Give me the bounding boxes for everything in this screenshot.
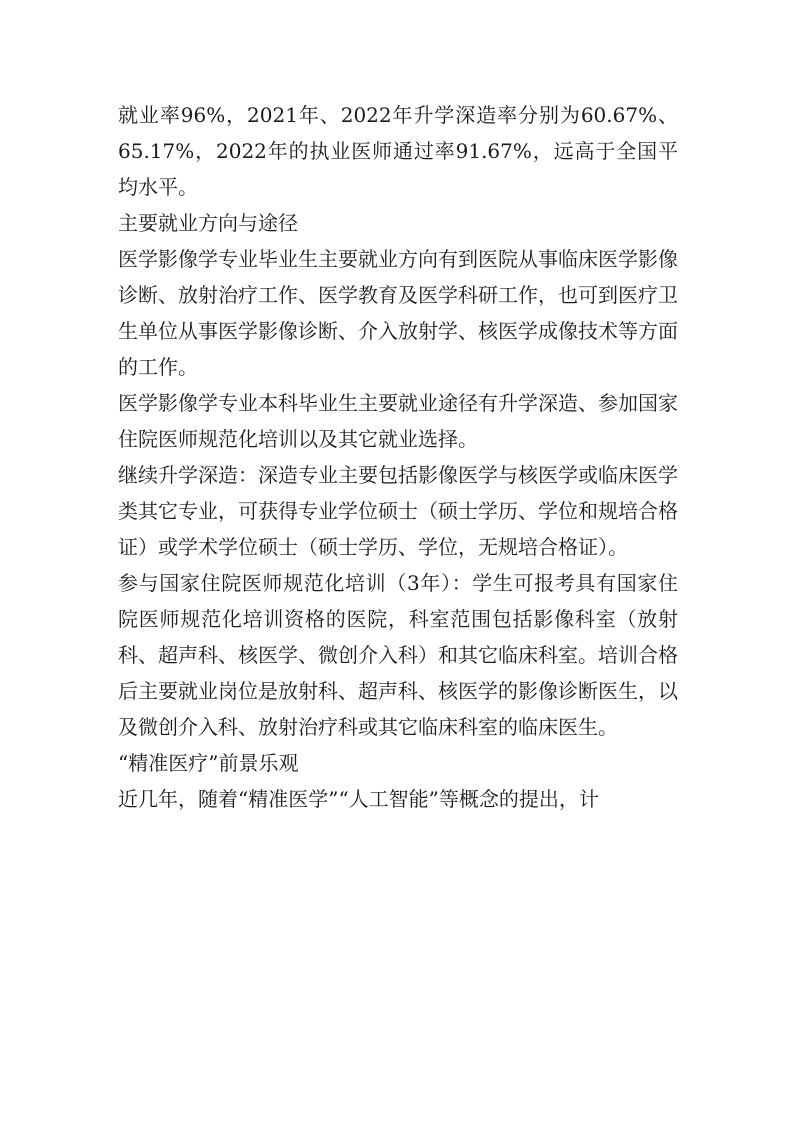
- paragraph-career-paths: 医学影像学专业本科毕业生主要就业途径有升学深造、参加国家住院医师规范化培训以及其它就业选择。: [118, 391, 678, 451]
- paragraph-employment-stats: 就业率96%，2021年、2022年升学深造率分别为60.67%、65.17%，2022年的执业医师通过率91.67%，远高于全国平均水平。: [118, 103, 678, 199]
- paragraph-career-directions: 医学影像学专业毕业生主要就业方向有到医院从事临床医学影像诊断、放射治疗工作、医学教育及医学科研工作，也可到医疗卫生单位从事医学影像诊断、介入放射学、核医学成像技术等方面的工作。: [118, 247, 678, 379]
- document-body: [118, 97, 678, 817]
- paragraph-further-study: 继续升学深造：深造专业主要包括影像医学与核医学或临床医学类其它专业，可获得专业学位硕士（硕士学历、学位和规培合格证）或学术学位硕士（硕士学历、学位，无规培合格证）。: [118, 463, 678, 559]
- paragraph-residency-training: 参与国家住院医师规范化培训（3年）：学生可报考具有国家住院医师规范化培训资格的医院，科室范围包括影像科室（放射科、超声科、核医学、微创介入科）和其它临床科室。培训合格后主要就业岗位是放射科、超声科、核医学的影像诊断医生，以及微创介入科、放射治疗科或其它临床科室的临床医生。: [118, 571, 678, 739]
- heading-career-directions: 主要就业方向与途径: [118, 211, 298, 235]
- heading-precision-medicine: “精准医疗”前景乐观: [118, 751, 299, 775]
- paragraph-precision-medicine: 近几年，随着“精准医学”“人工智能”等概念的提出，计: [118, 787, 599, 811]
